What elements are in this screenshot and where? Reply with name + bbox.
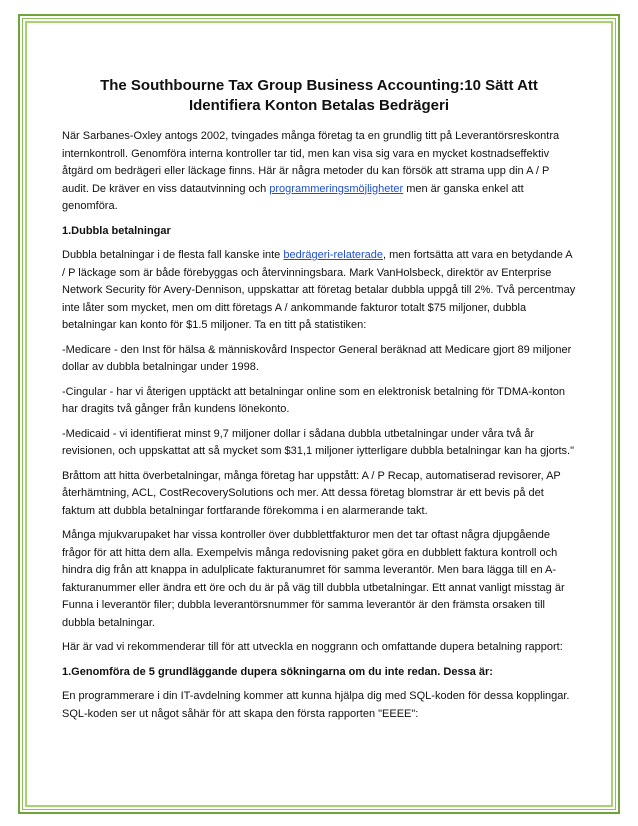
- paragraph-overbetalningar: Bråttom att hitta överbetalningar, många företag har uppstått: A / P Recap, automatiserad revisorer, AP återhämtning, ACL, CostRecoverySolutions och mer. Att dessa företag blomstrar är ett bevis på det faktum att dubbla betalningar fortfarande förekomma i en alarmerande takt.: [62, 469, 561, 517]
- section-heading-genomfora: 1.Genomföra de 5 grundläggande dupera sökningarna om du inte redan. Dessa är:: [62, 665, 493, 678]
- paragraph-dubbla: Dubbla betalningar i de flesta fall kanske inte bedrägeri-relaterade, men fortsätta att vara en betydande A / P läckage som är både förebyggas och återvinningsbara. Mark VanHolsbeck, direktör av Enterprise Network Security för Avery-Dennison, uppskattar att företag betalar dubbla uppgå till 2%. Två percentmay inte låter som mycket, men om ditt företags A / ankommande fakturor totalt $75 miljoner, dubbla betalningar kan konto för $1.5 miljoner. Ta en titt på statistiken:: [62, 249, 576, 331]
- document-body: [62, 76, 576, 730]
- paragraph-medicaid: -Medicaid - vi identifierat minst 9,7 miljoner dollar i sådana dubbla utbetalningar under våra två år revisionen, och uppskattat att så mycket som $31,1 miljoner iytterligare dubbla betalningar kan ha gjorts.": [62, 427, 575, 457]
- paragraph-mjukvarupaket: Många mjukvarupaket har vissa kontroller över dubblettfakturor men det tar oftast några djupgående frågor för att hitta dem alla. Exempelvis många redovisning paket göra en dubblett faktura kontroll och hindra dig från att knappa in adulplicate fakturanumret för samma leverantör. Men bara lägga till en A-fakturanummer eller ändra ett öre och du är på väg till dubbla utbetalningar. Ett annat vanligt misstag är Funna i leverantör filer; dubbla leverantörsnummer för samma leverantör är den främsta orsaken till dubbla betalningar.: [62, 529, 565, 629]
- title-line-2: Identifiera Konton Betalas Bedrägeri: [188, 97, 450, 114]
- paragraph-medicare: -Medicare - den Inst för hälsa & människovård Inspector General beräknad att Medicare gjort 89 miljoner dollar av dubbla betalningar under 1998.: [62, 343, 572, 373]
- paragraph-rekommendation: Här är vad vi rekommenderar till för att utveckla en noggrann och omfattande dupera betalning rapport:: [62, 641, 563, 653]
- link-programmeringsmojligheter[interactable]: programmeringsmöjligheter: [269, 182, 404, 195]
- document-title: [62, 76, 576, 116]
- title-line-1: The Southbourne Tax Group Business Accounting:10 Sätt Att: [100, 77, 538, 94]
- paragraph-sql: En programmerare i din IT-avdelning kommer att kunna hjälpa dig med SQL-koden för dessa kopplingar. SQL-koden ser ut något såhär för att skapa den första rapporten "EEEE":: [62, 690, 570, 720]
- paragraph-cingular: -Cingular - har vi återigen upptäckt att betalningar online som en elektronisk betalning för TDMA-konton har dragits två gånger från kundens lönekonto.: [62, 385, 566, 415]
- paragraph-intro: När Sarbanes-Oxley antogs 2002, tvingades många företag ta en grundlig titt på Leverantörsreskontra internkontroll. Genomföra interna kontroller tar tid, men kan visa sig vara en mycket kostnadseffektiv åtgärd om bedrägeri eller läckage finns. Här är några metoder du kan försök att strama upp din A / P audit. De kräver en viss datautvinning och programmeringsmöjligheter men är ganska enkel att genomföra.: [62, 130, 560, 212]
- section-heading-dubbla: 1.Dubbla betalningar: [62, 224, 171, 237]
- link-bedrageri-relaterade[interactable]: bedrägeri-relaterade: [283, 249, 384, 261]
